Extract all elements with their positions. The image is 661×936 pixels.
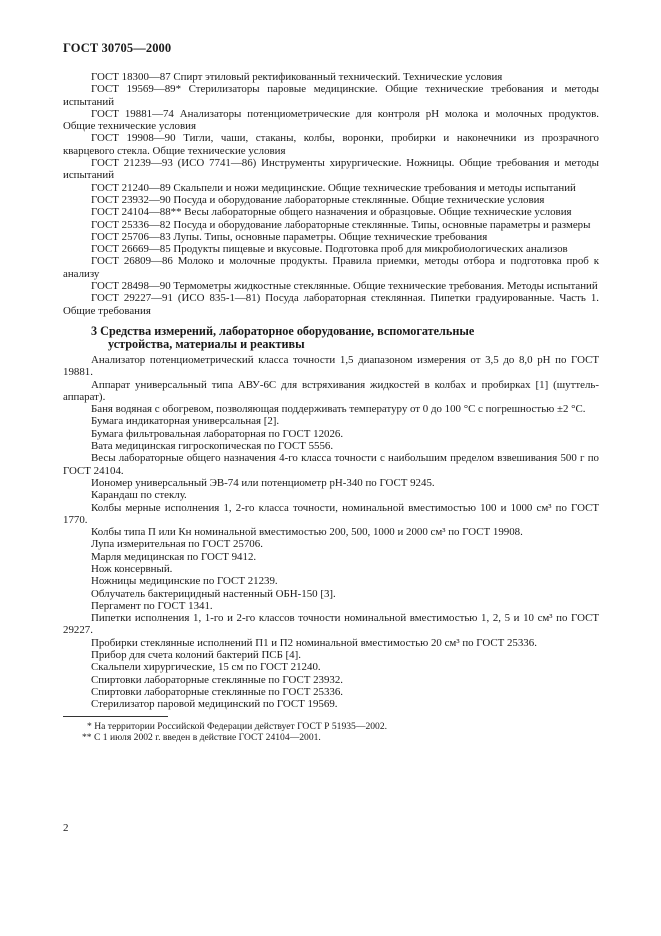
equipment-item: Иономер универсальный ЭВ-74 или потенциометр рН-340 по ГОСТ 9245.: [91, 476, 435, 489]
reference-item: ГОСТ 26669—85 Продукты пищевые и вкусовые. Подготовка проб для микробиологических анализов: [91, 243, 568, 256]
equipment-item: Бумага фильтровальная лабораторная по ГОСТ 12026.: [91, 427, 344, 440]
equipment-item: Карандаш по стеклу.: [91, 489, 187, 502]
equipment-item: Колбы типа П или Кн номинальной вместимостью 200, 500, 1000 и 2000 см³ по ГОСТ 19908.: [91, 526, 523, 539]
footnote: ** С 1 июля 2002 г. введен в действие ГОСТ 24104—2001.: [82, 732, 321, 744]
equipment-item: Аппарат универсальный типа АВУ-6С для встряхивания жидкостей в колбах и пробирках [1] (шуттель-аппарат).: [63, 378, 599, 403]
page-body: [63, 71, 599, 744]
equipment-item: Спиртовки лабораторные стеклянные по ГОСТ 23932.: [91, 673, 344, 686]
equipment-item: Спиртовки лабораторные стеклянные по ГОСТ 25336.: [91, 685, 344, 698]
equipment-item: Весы лабораторные общего назначения 4-го класса точности с наибольшим пределом взвешивания 500 г по ГОСТ 24104.: [63, 452, 599, 477]
equipment-item: Анализатор потенциометрический класса точности 1,5 диапазоном измерения от 3,5 до 8,0 рН по ГОСТ 19881.: [63, 353, 599, 379]
reference-item: ГОСТ 21239—93 (ИСО 7741—86) Инструменты хирургические. Ножницы. Общие требования и методы испытаний: [63, 157, 599, 182]
section-heading-line: устройства, материалы и реактивы: [108, 336, 305, 351]
equipment-item: Пергамент по ГОСТ 1341.: [91, 599, 213, 612]
equipment-list: [63, 354, 599, 711]
equipment-item: Марля медицинская по ГОСТ 9412.: [91, 550, 257, 563]
reference-item: ГОСТ 28498—90 Термометры жидкостные стеклянные. Общие технические требования. Методы испытаний: [91, 280, 598, 293]
reference-item: ГОСТ 18300—87 Спирт этиловый ректификованный технический. Технические условия: [91, 71, 503, 83]
footnote-divider: [63, 716, 168, 717]
reference-item: ГОСТ 26809—86 Молоко и молочные продукты. Правила приемки, методы отбора и подготовка проб к анализу: [63, 255, 599, 280]
equipment-item: Бумага индикаторная универсальная [2].: [91, 415, 280, 428]
equipment-item: Прибор для счета колоний бактерий ПСБ [4].: [91, 649, 301, 662]
equipment-item: Ножницы медицинские по ГОСТ 21239.: [91, 575, 278, 588]
reference-item: ГОСТ 25336—82 Посуда и оборудование лабораторные стеклянные. Типы, основные параметры и размеры: [91, 218, 591, 231]
footnote: * На территории Российской Федерации действует ГОСТ Р 51935—2002.: [87, 720, 388, 732]
equipment-item: Нож консервный.: [91, 562, 173, 575]
equipment-item: Скальпели хирургические, 15 см по ГОСТ 21240.: [91, 661, 321, 674]
reference-item: ГОСТ 19881—74 Анализаторы потенциометрические для контроля рН молока и молочных продуктов. Общие технические условия: [63, 107, 599, 133]
equipment-item: Пипетки исполнения 1, 1-го и 2-го классов точности номинальной вместимостью 1, 2, 5 и 10 см³ по ГОСТ 29227.: [63, 612, 599, 637]
document-header: ГОСТ 30705—2000: [63, 41, 172, 55]
equipment-item: Баня водяная с обогревом, позволяющая поддерживать температуру от 0 до 100 °С с погрешностью ±2 °С.: [91, 403, 586, 416]
reference-item: ГОСТ 19569—89* Стерилизаторы паровые медицинские. Общие технические требования и методы испытаний: [63, 83, 599, 108]
reference-item: ГОСТ 29227—91 (ИСО 835-1—81) Посуда лабораторная стеклянная. Пипетки градуированные. Часть 1. Общие требования: [63, 292, 599, 317]
reference-item: ГОСТ 25706—83 Лупы. Типы, основные параметры. Общие технические требования: [91, 230, 488, 243]
equipment-item: Колбы мерные исполнения 1, 2-го класса точности, номинальной вместимостью 100 и 1000 см³ по ГОСТ 1770.: [63, 501, 599, 526]
reference-item: ГОСТ 19908—90 Тигли, чаши, стаканы, колбы, воронки, пробирки и наконечники из прозрачного кварцевого стекла. Общие технические условия: [63, 132, 599, 157]
reference-item: ГОСТ 24104—88** Весы лабораторные общего назначения и образцовые. Общие технические условия: [91, 206, 572, 219]
equipment-item: Лупа измерительная по ГОСТ 25706.: [91, 538, 263, 551]
section-heading: [63, 325, 599, 351]
page-number: 2: [63, 822, 69, 834]
equipment-item: Стерилизатор паровой медицинский по ГОСТ 19569.: [91, 698, 338, 711]
reference-list: [63, 71, 599, 317]
section-heading-line: 3 Средства измерений, лабораторное оборудование, вспомогательные: [91, 323, 475, 338]
equipment-item: Облучатель бактерицидный настенный ОБН-150 [3].: [91, 587, 336, 600]
equipment-item: Пробирки стеклянные исполнений П1 и П2 номинальной вместимостью 20 см³ по ГОСТ 25336.: [91, 636, 537, 649]
equipment-item: Вата медицинская гигроскопическая по ГОСТ 5556.: [91, 440, 334, 453]
reference-item: ГОСТ 23932—90 Посуда и оборудование лабораторные стеклянные. Общие технические условия: [91, 193, 545, 206]
reference-item: ГОСТ 21240—89 Скальпели и ножи медицинские. Общие технические требования и методы испытаний: [91, 181, 576, 194]
